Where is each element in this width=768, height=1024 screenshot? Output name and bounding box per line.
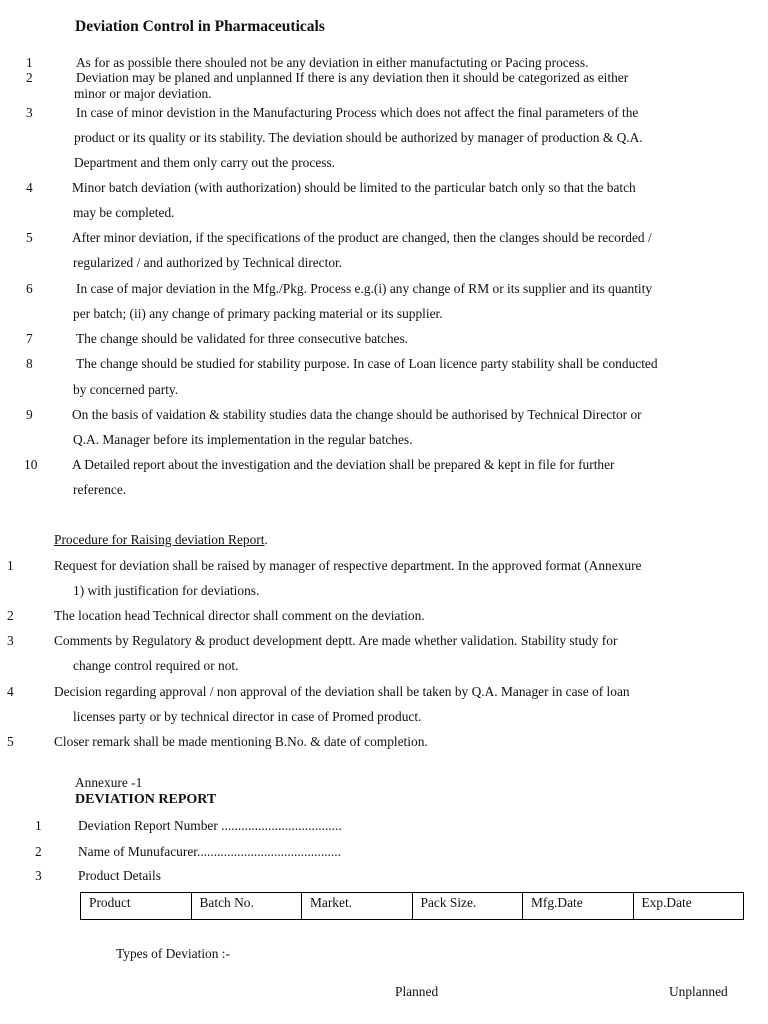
procedure-heading bbox=[54, 532, 268, 548]
col-market: Market. bbox=[302, 893, 413, 920]
list-item-line: The change should be studied for stability purpose. In case of Loan licence party stability shall be conducted bbox=[76, 356, 658, 371]
list-item-number: 3 bbox=[7, 633, 14, 648]
table-header-row bbox=[81, 893, 744, 920]
form-item-number: 1 bbox=[35, 818, 42, 833]
list-item-line: minor or major deviation. bbox=[74, 86, 212, 101]
list-item-line: Comments by Regulatory & product development deptt. Are made whether validation. Stability study for bbox=[54, 633, 618, 648]
col-mfg-date: Mfg.Date bbox=[523, 893, 634, 920]
list-item-number: 7 bbox=[26, 331, 33, 346]
form-item-number: 3 bbox=[35, 868, 42, 883]
list-item-line: After minor deviation, if the specifications of the product are changed, then the clanges should be recorded / bbox=[72, 230, 652, 245]
form-item-report-number: Deviation Report Number .................................... bbox=[78, 818, 342, 833]
col-exp-date: Exp.Date bbox=[633, 893, 744, 920]
list-item-line: The location head Technical director shall comment on the deviation. bbox=[54, 608, 425, 623]
list-item-line: reference. bbox=[73, 482, 127, 497]
types-of-deviation-label: Types of Deviation :- bbox=[116, 946, 230, 961]
list-item-line: Q.A. Manager before its implementation in the regular batches. bbox=[73, 432, 413, 447]
list-item-number: 1 bbox=[26, 55, 33, 70]
report-title: DEVIATION REPORT bbox=[75, 792, 217, 807]
procedure-heading-text: Procedure for Raising deviation Report bbox=[54, 532, 265, 547]
list-item-number: 2 bbox=[7, 608, 14, 623]
list-item-number: 6 bbox=[26, 281, 33, 296]
planned-label: Planned bbox=[395, 984, 439, 999]
list-item-number: 10 bbox=[24, 457, 38, 472]
list-item-line: As for as possible there shouled not be any deviation in either manufactuting or Pacing process. bbox=[76, 55, 589, 70]
list-item-line: The change should be validated for three consecutive batches. bbox=[76, 331, 409, 346]
list-item-line: by concerned party. bbox=[73, 382, 179, 397]
list-item-line: licenses party or by technical director in case of Promed product. bbox=[73, 709, 422, 724]
form-item-product-details: Product Details bbox=[78, 868, 161, 883]
list-item-line: On the basis of vaidation & stability studies data the change should be authorised by Technical Director or bbox=[72, 407, 642, 422]
list-item-line: A Detailed report about the investigation and the deviation shall be prepared & kept in file for further bbox=[72, 457, 615, 472]
list-item-line: Deviation may be planed and unplanned If there is any deviation then it should be categorized as either bbox=[76, 70, 629, 85]
list-item-line: 1) with justification for deviations. bbox=[73, 583, 260, 598]
list-item-line: regularized / and authorized by Technical director. bbox=[73, 255, 343, 270]
form-item-manufacturer: Name of Munufacurer........................................... bbox=[78, 844, 341, 859]
list-item-line: per batch; (ii) any change of primary packing material or its supplier. bbox=[73, 306, 443, 321]
col-batch-no: Batch No. bbox=[191, 893, 302, 920]
list-item-line: Request for deviation shall be raised by manager of respective department. In the approved format (Annexure bbox=[54, 558, 642, 573]
list-item-number: 5 bbox=[7, 734, 14, 749]
list-item-line: Minor batch deviation (with authorization) should be limited to the particular batch only so that the batch bbox=[72, 180, 636, 195]
list-item-line: In case of major deviation in the Mfg./Pkg. Process e.g.(i) any change of RM or its supplier and its quantity bbox=[76, 281, 653, 296]
unplanned-label: Unplanned bbox=[669, 984, 728, 999]
list-item-line: change control required or not. bbox=[73, 658, 239, 673]
list-item-number: 4 bbox=[7, 684, 14, 699]
page-title: Deviation Control in Pharmaceuticals bbox=[75, 18, 325, 35]
list-item-line: product or its quality or its stability. The deviation should be authorized by manager of production & Q.A. bbox=[74, 130, 643, 145]
list-item-number: 9 bbox=[26, 407, 33, 422]
annexure-label: Annexure -1 bbox=[75, 775, 143, 790]
list-item-line: Closer remark shall be made mentioning B.No. & date of completion. bbox=[54, 734, 428, 749]
procedure-heading-tail: . bbox=[264, 532, 268, 547]
list-item-line: In case of minor devistion in the Manufacturing Process which does not affect the final parameters of the bbox=[76, 105, 639, 120]
list-item-line: Decision regarding approval / non approval of the deviation shall be taken by Q.A. Manager in case of loan bbox=[54, 684, 630, 699]
list-item-number: 3 bbox=[26, 105, 33, 120]
list-item-number: 2 bbox=[26, 70, 33, 85]
list-item-number: 8 bbox=[26, 356, 33, 371]
col-pack-size: Pack Size. bbox=[412, 893, 523, 920]
list-item-number: 1 bbox=[7, 558, 14, 573]
list-item-line: Department and them only carry out the process. bbox=[74, 155, 336, 170]
list-item-number: 5 bbox=[26, 230, 33, 245]
col-product: Product bbox=[81, 893, 192, 920]
form-item-number: 2 bbox=[35, 844, 42, 859]
product-details-table bbox=[80, 892, 744, 920]
list-item-number: 4 bbox=[26, 180, 33, 195]
list-item-line: may be completed. bbox=[73, 205, 175, 220]
